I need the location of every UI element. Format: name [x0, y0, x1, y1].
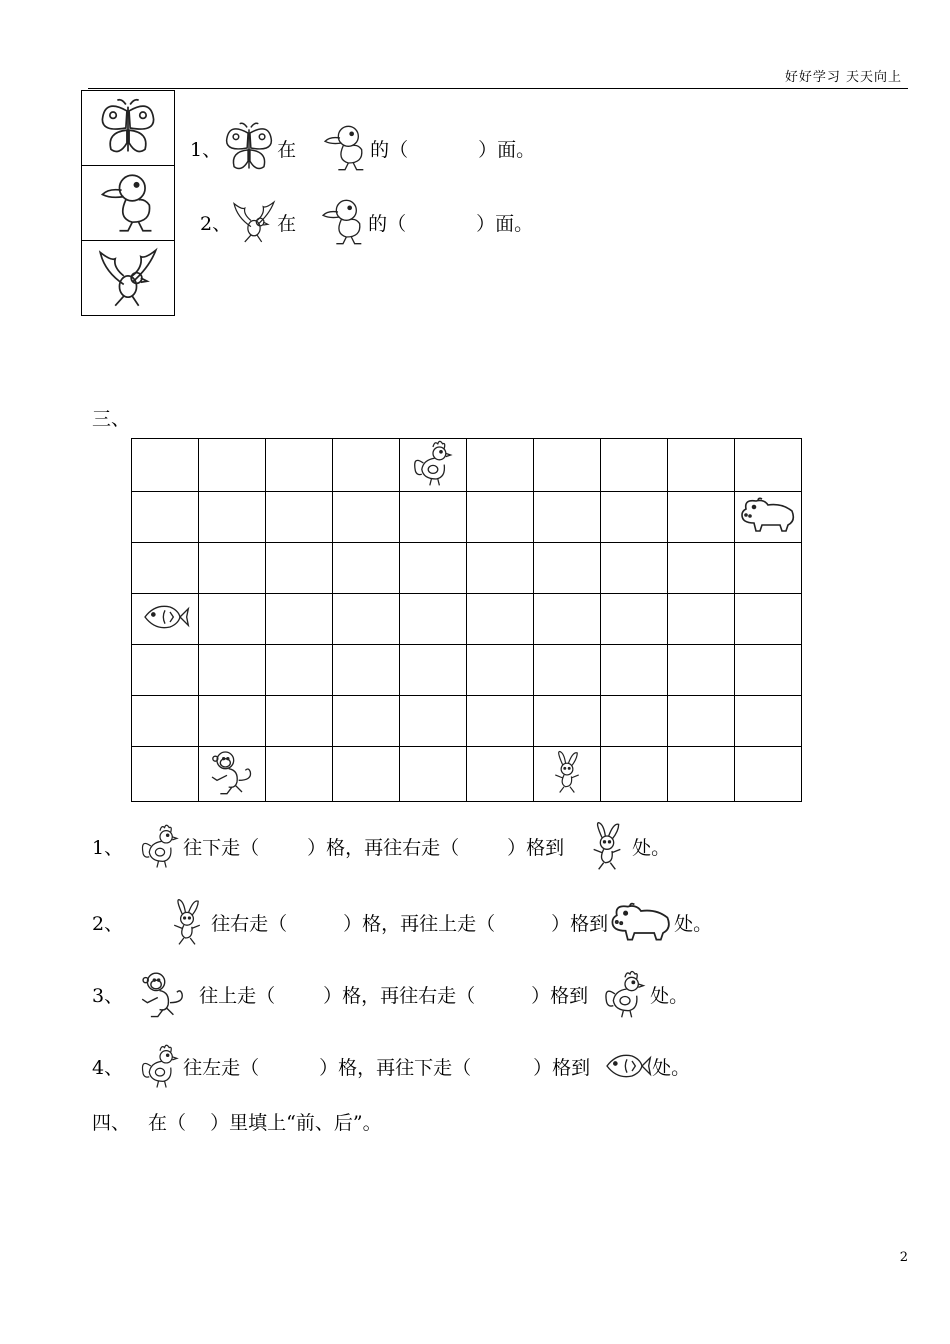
grid-cell	[132, 543, 199, 594]
grid-question-2	[92, 892, 712, 952]
fish-icon	[602, 1046, 652, 1086]
grid-cell	[467, 747, 534, 802]
grid-cell	[534, 747, 601, 802]
grid-cell	[601, 696, 668, 747]
grid-cell	[199, 645, 266, 696]
grid-cell	[132, 645, 199, 696]
grid-cell	[601, 645, 668, 696]
grid-cell	[333, 645, 400, 696]
question-number: 3、	[92, 984, 124, 1007]
direction-text-1: 往左走（	[183, 1056, 260, 1079]
grid-cell	[735, 439, 802, 492]
grid-row	[132, 645, 802, 696]
hippo-icon	[738, 495, 798, 535]
reference-picture-column	[81, 90, 175, 316]
position-question-2	[200, 192, 533, 252]
butterfly-icon	[221, 118, 277, 178]
question-number: 1、	[190, 138, 222, 161]
grid-cell	[199, 696, 266, 747]
grid-cell	[601, 492, 668, 543]
grid-cell	[266, 696, 333, 747]
word-of: 的（	[370, 138, 409, 161]
eagle-icon	[96, 246, 160, 310]
direction-text-2: ）格，再往右走（	[307, 836, 460, 859]
grid-cell	[400, 696, 467, 747]
grid-question-3	[92, 964, 688, 1024]
grid-cell	[199, 747, 266, 802]
section-three-label: 三、	[92, 408, 131, 430]
position-question-1	[190, 118, 535, 178]
direction-text-1: 往上走（	[199, 984, 276, 1007]
grid-cell	[199, 439, 266, 492]
grid-cell	[400, 543, 467, 594]
grid-question-4	[92, 1038, 690, 1094]
grid-row	[132, 439, 802, 492]
grid-cell	[735, 594, 802, 645]
header-motto: 好好学习 天天向上	[784, 70, 902, 85]
grid-cell	[266, 594, 333, 645]
word-at: 在	[277, 138, 297, 161]
grid-cell	[668, 747, 735, 802]
grid-cell	[534, 696, 601, 747]
section-four-instruction: 在（ ）里填上“前、后”。	[148, 1112, 382, 1134]
page-number: 2	[899, 1250, 908, 1265]
grid-cell	[467, 543, 534, 594]
grid-cell	[400, 747, 467, 802]
grid-cell	[601, 543, 668, 594]
grid-cell	[333, 747, 400, 802]
grid-cell	[266, 492, 333, 543]
grid-cell	[534, 594, 601, 645]
grid-cell	[266, 645, 333, 696]
header-divider	[88, 88, 908, 89]
grid-cell	[400, 594, 467, 645]
word-of: 的（	[368, 212, 407, 235]
grid-cell	[735, 747, 802, 802]
grid-cell	[668, 645, 735, 696]
grid-row	[132, 747, 802, 802]
rabbit-icon	[163, 892, 211, 952]
grid-cell	[132, 747, 199, 802]
grid-cell	[132, 594, 199, 645]
direction-text-4: 处。	[652, 1056, 691, 1079]
grid-cell	[467, 645, 534, 696]
rooster-icon	[408, 439, 458, 487]
rooster-icon	[137, 818, 183, 874]
question-number: 2、	[200, 212, 232, 235]
grid-cell	[601, 747, 668, 802]
direction-text-4: 处。	[650, 984, 689, 1007]
butterfly-icon	[96, 96, 160, 160]
grid-cell	[199, 492, 266, 543]
close-text: ）面。	[476, 212, 534, 235]
eagle-icon	[231, 192, 277, 252]
grid-cell	[601, 439, 668, 492]
picture-cell-duck	[81, 166, 175, 241]
question-number: 4、	[92, 1056, 124, 1079]
direction-text-3: ）格到	[531, 984, 589, 1007]
grid-cell	[668, 439, 735, 492]
section-four	[92, 1108, 382, 1135]
duck-icon	[96, 171, 160, 235]
duck-icon	[318, 192, 368, 252]
grid-cell	[534, 543, 601, 594]
grid-cell	[266, 747, 333, 802]
grid-cell	[467, 439, 534, 492]
grid-cell	[601, 594, 668, 645]
grid-cell	[400, 492, 467, 543]
grid-cell	[199, 594, 266, 645]
monkey-icon	[205, 747, 259, 797]
fish-icon	[140, 597, 190, 637]
grid-cell	[534, 645, 601, 696]
direction-text-4: 处。	[674, 912, 713, 935]
direction-text-1: 往右走（	[211, 912, 288, 935]
grid-cell	[266, 439, 333, 492]
grid-cell	[534, 492, 601, 543]
grid-cell	[266, 543, 333, 594]
grid-cell	[735, 543, 802, 594]
direction-text-3: ）格到	[533, 1056, 591, 1079]
grid-cell	[132, 696, 199, 747]
grid-cell	[400, 439, 467, 492]
grid-cell	[534, 439, 601, 492]
grid-cell	[333, 594, 400, 645]
grid-row	[132, 543, 802, 594]
grid-row	[132, 594, 802, 645]
grid-cell	[735, 645, 802, 696]
direction-text-1: 往下走（	[183, 836, 260, 859]
rabbit-icon	[582, 816, 632, 876]
rooster-icon	[137, 1038, 183, 1094]
grid-cell	[132, 439, 199, 492]
close-text: ）面。	[478, 138, 536, 161]
grid-cell	[668, 492, 735, 543]
question-number: 1、	[92, 836, 124, 859]
direction-text-3: ）格到	[507, 836, 565, 859]
grid-cell	[199, 543, 266, 594]
rabbit-icon	[545, 747, 589, 797]
duck-icon	[320, 118, 370, 178]
grid-cell	[668, 543, 735, 594]
direction-text-2: ）格，再往下走（	[319, 1056, 472, 1079]
grid-cell	[400, 645, 467, 696]
section-four-label: 四、	[92, 1112, 131, 1134]
grid-cell	[333, 492, 400, 543]
word-at: 在	[277, 212, 297, 235]
rooster-icon	[600, 964, 650, 1024]
direction-text-2: ）格，再往上走（	[343, 912, 496, 935]
direction-text-4: 处。	[632, 836, 671, 859]
grid-cell	[333, 696, 400, 747]
grid-cell	[735, 492, 802, 543]
hippo-icon	[608, 900, 674, 944]
grid-cell	[467, 696, 534, 747]
picture-cell-eagle	[81, 241, 175, 316]
grid-cell	[333, 439, 400, 492]
grid-row	[132, 492, 802, 543]
monkey-icon	[137, 964, 189, 1024]
grid-cell	[467, 594, 534, 645]
grid-question-1	[92, 816, 670, 876]
grid-cell	[467, 492, 534, 543]
grid-cell	[668, 594, 735, 645]
grid-cell	[735, 696, 802, 747]
grid-cell	[668, 696, 735, 747]
direction-text-3: ）格到	[551, 912, 609, 935]
grid-cell	[333, 543, 400, 594]
animal-grid	[131, 438, 802, 802]
direction-text-2: ）格，再往右走（	[323, 984, 476, 1007]
picture-cell-butterfly	[81, 90, 175, 166]
question-number: 2、	[92, 912, 124, 935]
grid-row	[132, 696, 802, 747]
grid-cell	[132, 492, 199, 543]
